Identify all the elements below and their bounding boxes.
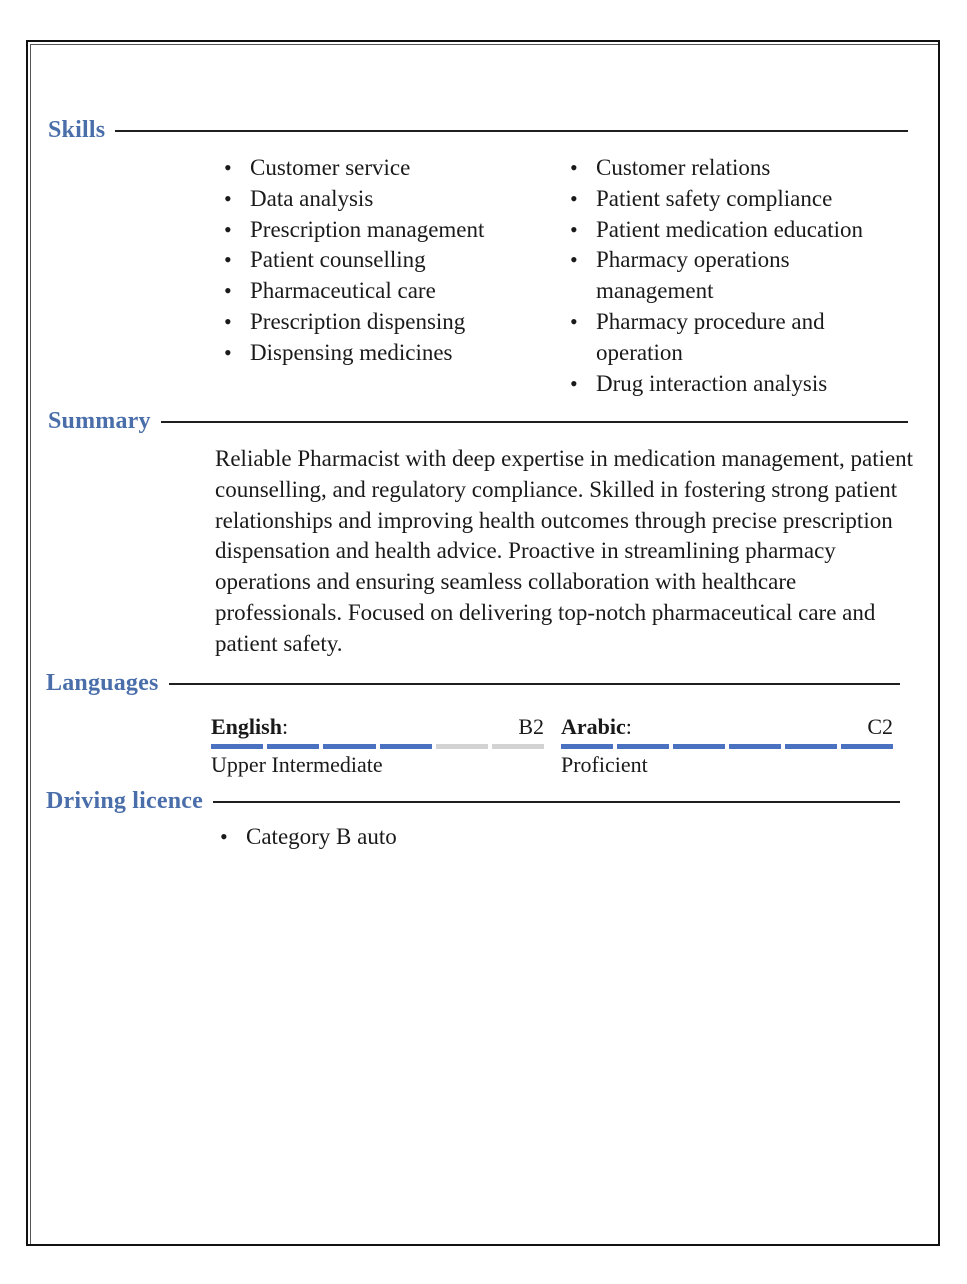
level-bar-filled [267, 744, 319, 749]
language-level-bars [561, 744, 893, 749]
skill-item: • Customer service [222, 153, 542, 184]
skill-item: • Patient medication education [568, 215, 898, 246]
skills-list-left [222, 153, 542, 369]
skill-item: • Drug interaction analysis [568, 369, 898, 400]
language-name: English [211, 714, 282, 739]
skill-item: • Customer relations [568, 153, 898, 184]
languages-title: Languages [46, 670, 159, 696]
summary-title: Summary [48, 408, 151, 434]
driving-licence-list [218, 822, 618, 853]
languages-rule [169, 683, 901, 685]
language-english [211, 714, 544, 780]
level-bar-filled [841, 744, 893, 749]
language-colon: : [625, 714, 632, 739]
level-bar-filled [729, 744, 781, 749]
skill-item: • Prescription dispensing [222, 307, 542, 338]
summary-rule [161, 421, 908, 423]
skill-item: • Prescription management [222, 215, 542, 246]
language-level-label: Proficient [561, 752, 648, 777]
level-bar-filled [617, 744, 669, 749]
level-bar-filled [673, 744, 725, 749]
language-header [211, 714, 544, 740]
language-colon: : [281, 714, 289, 739]
skill-item: • Pharmacy operations management [568, 245, 898, 307]
skills-rule [115, 130, 908, 132]
level-bar-filled [380, 744, 432, 749]
level-bar-filled [211, 744, 263, 749]
skill-item: • Data analysis [222, 184, 542, 215]
skill-item: • Dispensing medicines [222, 338, 542, 369]
skill-item: • Pharmacy procedure and operation [568, 307, 898, 369]
level-bar-empty [492, 744, 544, 749]
skill-item: • Patient safety compliance [568, 184, 898, 215]
level-bar-filled [323, 744, 375, 749]
summary-text: Reliable Pharmacist with deep expertise in medication management, patient counselling, and regulatory compliance. Skilled in fostering strong patient relationships and improving health outcomes through precise prescription dispensation and health advice. Proactive in streamlining pharmacy operations and ensuring seamless collaboration with healthcare professionals. Focused on delivering top-notch pharmaceutical care and patient safety. [215, 446, 914, 656]
language-name: Arabic [561, 714, 626, 739]
language-level-bars [211, 744, 544, 749]
level-bar-empty [436, 744, 488, 749]
language-arabic [561, 714, 893, 780]
driving-licence-title: Driving licence [46, 788, 203, 814]
driving-licence-rule [213, 801, 900, 803]
language-code: B2 [518, 714, 544, 739]
skills-heading [48, 117, 908, 144]
language-level-label: Upper Intermediate [211, 752, 383, 777]
driving-licence-heading [46, 788, 900, 815]
languages-heading [46, 670, 900, 697]
skill-item: • Patient counselling [222, 245, 542, 276]
licence-item: • Category B auto [218, 822, 618, 853]
skill-item: • Pharmaceutical care [222, 276, 542, 307]
summary-heading [48, 408, 908, 435]
language-code: C2 [867, 714, 893, 739]
language-header [561, 714, 893, 740]
skills-title: Skills [48, 117, 106, 143]
skills-list-right [568, 153, 898, 399]
level-bar-filled [785, 744, 837, 749]
level-bar-filled [561, 744, 613, 749]
